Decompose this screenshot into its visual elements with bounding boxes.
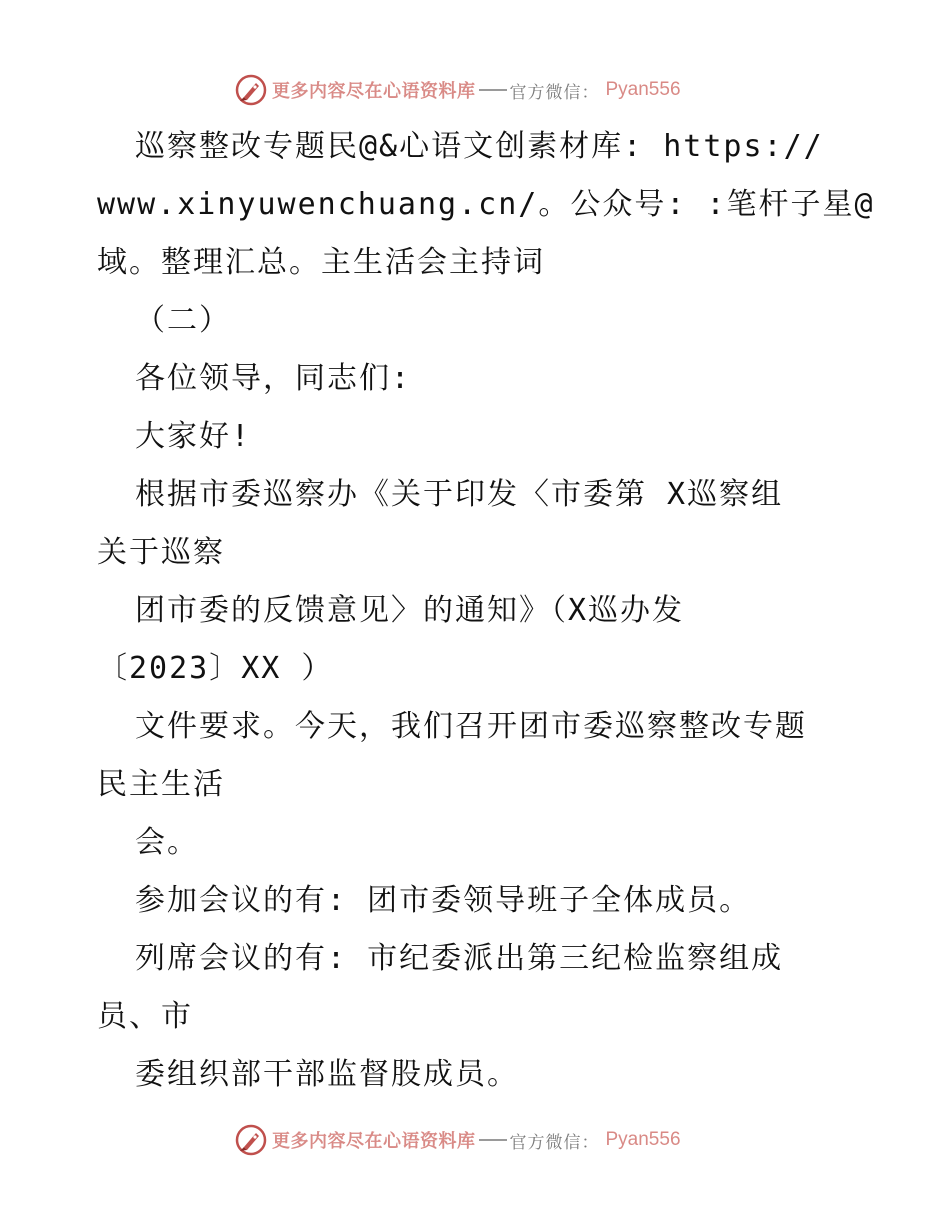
pen-nib-logo-icon bbox=[234, 73, 268, 107]
watermark-dash bbox=[479, 89, 507, 91]
body-line: 会。 bbox=[135, 825, 199, 860]
body-line: 参加会议的有: 团市委领导班子全体成员。 bbox=[135, 883, 752, 918]
body-line: 文件要求。今天，我们召开团市委巡察整改专题 bbox=[135, 709, 807, 744]
body-line: 巡察整改专题民@&心语文创素材库: https:// bbox=[135, 129, 824, 164]
watermark-dash bbox=[479, 1139, 507, 1141]
footer-watermark-banner bbox=[234, 1122, 681, 1158]
watermark-wechat-id: Pyan556 bbox=[605, 1129, 681, 1150]
body-line: 列席会议的有: 市纪委派出第三纪检监察组成 bbox=[135, 941, 784, 976]
body-line: 关于巡察 bbox=[97, 535, 225, 570]
body-line: 〔2023〕XX ） bbox=[97, 651, 334, 686]
header-watermark-banner bbox=[234, 72, 681, 108]
pen-nib-logo-icon bbox=[234, 1123, 268, 1157]
document-body bbox=[97, 118, 875, 1104]
body-line: 根据市委巡察办《关于印发〈市委第 X巡察组 bbox=[135, 477, 784, 512]
watermark-sub-text: 官方微信： bbox=[509, 1132, 600, 1153]
greeting: 大家好! bbox=[135, 419, 252, 454]
body-line: 域。整理汇总。主生活会主持词 bbox=[97, 245, 545, 280]
watermark-wechat-id: Pyan556 bbox=[605, 79, 681, 100]
salutation: 各位领导，同志们: bbox=[135, 361, 412, 396]
body-line: www.xinyuwenchuang.cn/。公众号: :笔杆子星@ bbox=[97, 187, 875, 222]
watermark-sub-text: 官方微信： bbox=[509, 82, 600, 103]
section-subtitle: （二） bbox=[135, 303, 231, 338]
body-line: 团市委的反馈意见〉的通知》（X巡办发 bbox=[135, 593, 685, 628]
body-line: 委组织部干部监督股成员。 bbox=[135, 1057, 519, 1092]
watermark-main-text: 更多内容尽在心语资料库 bbox=[272, 81, 476, 102]
body-line: 民主生活 bbox=[97, 767, 225, 802]
body-line: 员、市 bbox=[97, 999, 193, 1034]
watermark-main-text: 更多内容尽在心语资料库 bbox=[272, 1131, 476, 1152]
